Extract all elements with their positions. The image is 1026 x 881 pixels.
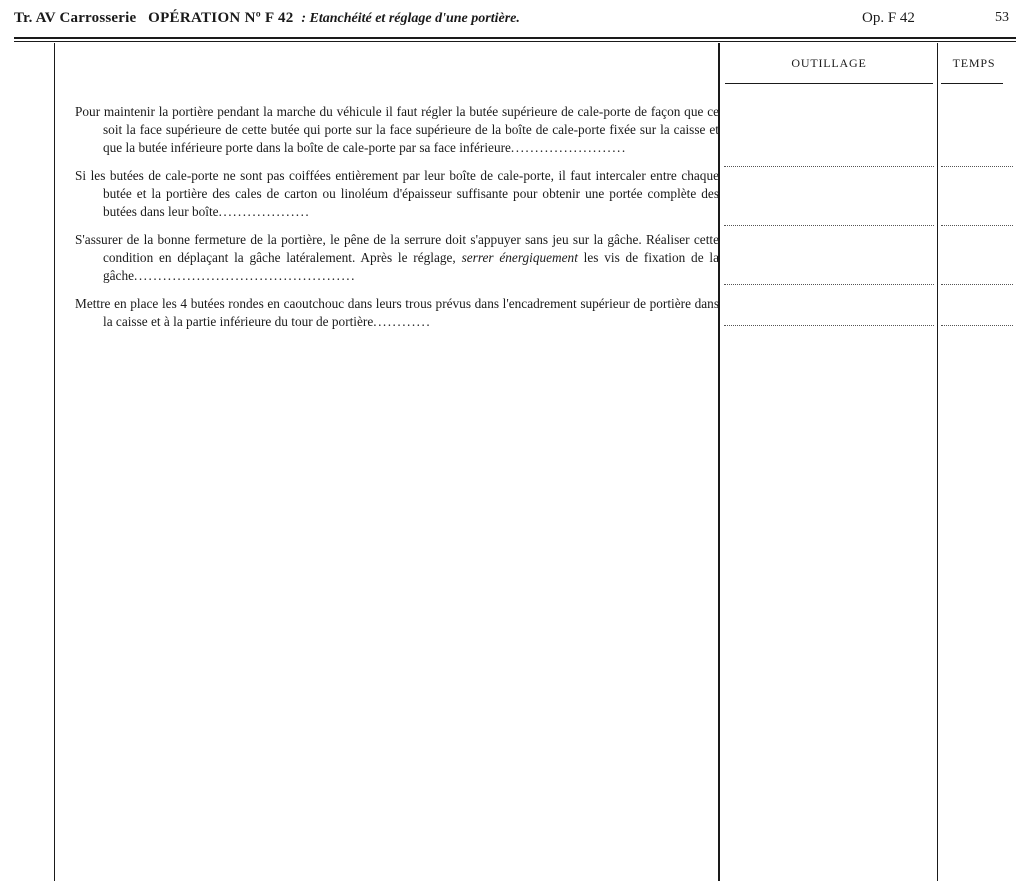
tooling-row-line-4 [724, 325, 934, 326]
dot-leader: ............ [373, 314, 432, 329]
tooling-row-line-2 [724, 225, 934, 226]
header-rule-thick [14, 37, 1016, 39]
operation-title: : Etanchéité et réglage d'une portière. [301, 11, 520, 26]
instructions-body [75, 103, 719, 341]
tooling-row-line-1 [724, 166, 934, 167]
left-margin-line [54, 43, 55, 881]
operation-reference: Op. F 42 [862, 10, 915, 26]
section-label: Tr. AV Carrosserie [14, 10, 137, 26]
instruction-text-end: les vis de fixation de la gâche [103, 250, 719, 283]
tooling-header-rule [725, 83, 933, 84]
time-row-line-2 [941, 225, 1013, 226]
time-row-line-1 [941, 166, 1013, 167]
time-column-divider [937, 43, 938, 881]
time-row-line-3 [941, 284, 1013, 285]
instruction-paragraph-2 [75, 167, 719, 221]
instruction-text: S'assurer de la bonne fermeture de la portière, le pêne de la serrure doit s'appuyer sans jeu sur la gâche. Réaliser cette condition en déplaçant la gâche latéralement. Après le réglage, [75, 232, 719, 265]
instruction-text: Si les butées de cale-porte ne sont pas coiffées entièrement par leur boîte de cale-porte, il faut intercaler entre chaque butée et la portière des cales de carton ou linoléum d'épaisseur suffisante pour obtenir une portée complète des butées dans leur boîte [75, 168, 719, 219]
dot-leader: ........................ [510, 140, 627, 155]
page-number: 53 [995, 10, 1009, 25]
tooling-column-header: OUTILLAGE [791, 56, 867, 70]
instruction-text: Pour maintenir la portière pendant la marche du véhicule il faut régler la butée supérieure de cale-porte de façon que ce soit la face supérieure de cette butée qui porte sur la face supérieure de la boîte de cale-porte fixée sur la caisse et que la butée inférieure porte dans la boîte de cale-porte par sa face inférieure [75, 104, 719, 155]
page-header [14, 10, 1009, 32]
dot-leader: ................... [218, 204, 311, 219]
header-left [14, 10, 520, 27]
header-rule-thin [14, 41, 1016, 42]
tooling-row-line-3 [724, 284, 934, 285]
instruction-emphasis: serrer énergiquement [461, 250, 578, 265]
instruction-paragraph-3 [75, 231, 719, 285]
operation-number: OPÉRATION Nº F 42 [148, 10, 294, 26]
time-header-rule [941, 83, 1003, 84]
instruction-text: Mettre en place les 4 butées rondes en caoutchouc dans leurs trous prévus dans l'encadrement supérieur de portière dans la caisse et à la partie inférieure du tour de portière [75, 296, 719, 329]
instruction-paragraph-1 [75, 103, 719, 157]
time-row-line-4 [941, 325, 1013, 326]
instruction-paragraph-4 [75, 295, 719, 331]
time-column-header: TEMPS [952, 56, 996, 70]
dot-leader: .............................................. [134, 268, 356, 283]
